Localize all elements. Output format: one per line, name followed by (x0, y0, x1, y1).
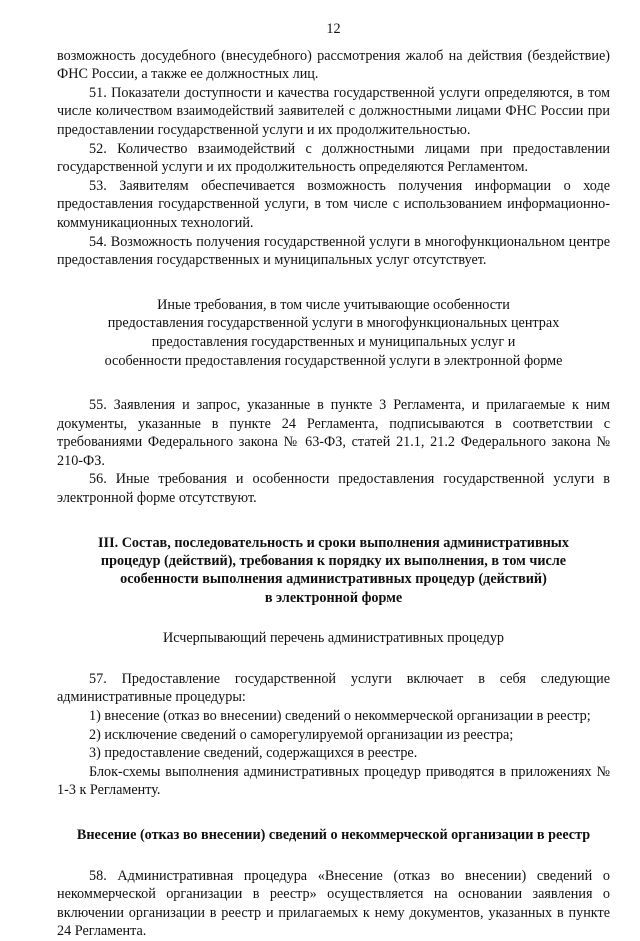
section-title-line: особенности выполнения административных процедур (действий) (120, 571, 547, 588)
section-title-line: III. Состав, последовательность и сроки выполнения административных (98, 534, 569, 551)
paragraph-56: 56. Иные требования и особенности предоставления государственной услуги в электронной форме отсутствуют. (57, 471, 610, 507)
paragraph-54: 54. Возможность получения государственной услуги в многофункциональном центре предоставления государственных и муниципальных услуг отсутствует. (57, 233, 610, 269)
heading-entry-procedure: Внесение (отказ во внесении) сведений о некоммерческой организации в реестр (76, 827, 591, 844)
page-number: 12 (326, 21, 341, 37)
paragraph-55: 55. Заявления и запрос, указанные в пункте 3 Регламента, и прилагаемые к ним документы, указанные в пункте 24 Регламента, подписываются в соответствии с требованиями Федерального закона № 63-ФЗ, статей 21.1, 21.2 Федерального закона № 210-ФЗ. (57, 397, 610, 469)
paragraph-57-block-schemes: Блок-схемы выполнения административных процедур приводятся в приложениях № 1-3 к Регламенту. (57, 763, 610, 799)
paragraph-57-item-3: 3) предоставление сведений, содержащихся в реестре. (89, 745, 418, 762)
paragraph-52: 52. Количество взаимодействий с должностными лицами при предоставлении государственной услуги и их продолжительность определяются Регламентом. (57, 140, 610, 176)
heading-line: предоставления государственных и муниципальных услуг и (151, 333, 516, 350)
paragraph-58: 58. Административная процедура «Внесение (отказ во внесении) сведений о некоммерческой организации в реестр» осуществляется на основании заявления о включении организации в реестр и прилагаемых к нему документов, указанных в пункте 24 Регламента. (57, 867, 610, 940)
paragraph-51: 51. Показатели доступности и качества государственной услуги определяются, в том числе количеством взаимодействий заявителей с должностными лицами ФНС России при предоставлении государственной услуги и их продолжительностью. (57, 84, 610, 138)
paragraph-continuation: возможность досудебного (внесудебного) рассмотрения жалоб на действия (бездействие) ФНС России, а также ее должностных лиц. (57, 47, 610, 83)
document-page (57, 20, 610, 941)
heading-line: особенности предоставления государственной услуги в электронной форме (104, 352, 563, 369)
paragraph-57: 57. Предоставление государственной услуги включает в себя следующие административные процедуры: (57, 670, 610, 706)
paragraph-57-item-2: 2) исключение сведений о саморегулируемой организации из реестра; (89, 726, 514, 743)
heading-procedures-list: Исчерпывающий перечень административных процедур (162, 630, 505, 647)
section-3-title (57, 534, 610, 608)
heading-line: Иные требования, в том числе учитывающие особенности (157, 296, 510, 313)
paragraph-53: 53. Заявителям обеспечивается возможность получения информации о ходе предоставления государственной услуги, в том числе с использованием информационно-коммуникационных технологий. (57, 177, 610, 231)
heading-line: предоставления государственной услуги в многофункциональных центрах (107, 315, 560, 332)
paragraph-57-item-1: 1) внесение (отказ во внесении) сведений о некоммерческой организации в реестр; (89, 708, 591, 725)
section-title-line: процедур (действий), требования к порядку их выполнения, в том числе (100, 553, 567, 570)
heading-other-requirements (57, 296, 610, 370)
section-title-line: в электронной форме (264, 589, 403, 606)
